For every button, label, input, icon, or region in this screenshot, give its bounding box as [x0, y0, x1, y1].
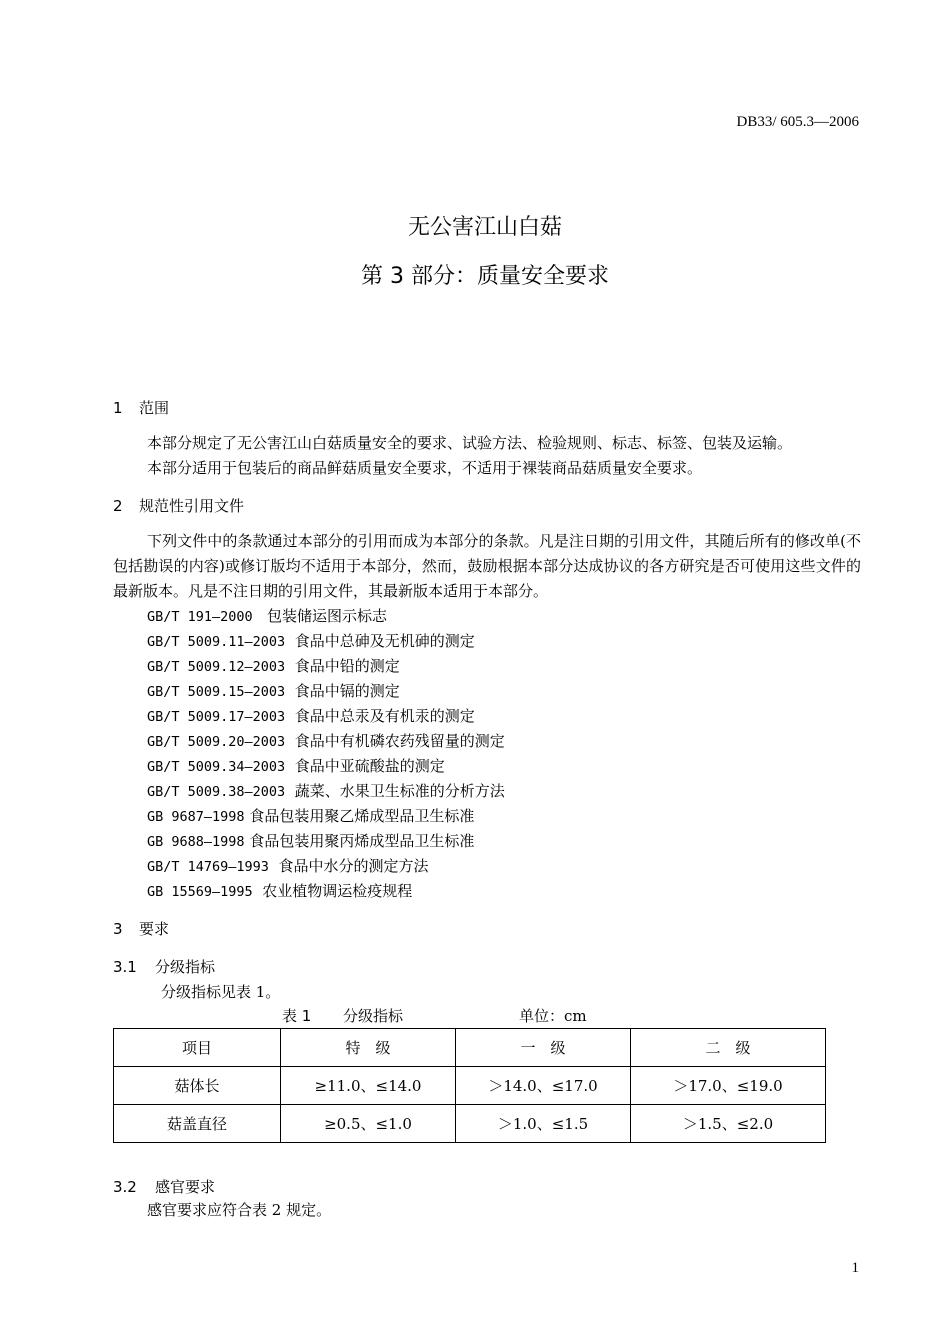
table-cell: ≥11.0、≤14.0: [281, 1067, 456, 1105]
reference-separator: [285, 682, 295, 700]
table-1-unit: 单位：cm: [519, 1007, 587, 1025]
table-header-cell: 一 级: [456, 1029, 631, 1067]
section-title: 范围: [139, 399, 170, 417]
reference-item: [147, 754, 505, 779]
reference-separator: [285, 707, 295, 725]
section-number: 3: [113, 920, 123, 938]
reference-code: GB/T 14769—1993: [147, 859, 269, 875]
reference-code: GB/T 5009.15—2003: [147, 684, 286, 700]
section-number: 3.2: [113, 1178, 137, 1196]
section-number: 1: [113, 399, 123, 417]
reference-separator: [253, 607, 267, 625]
reference-code: GB/T 5009.17—2003: [147, 709, 286, 725]
reference-item: [147, 829, 505, 854]
table-cell: ≥0.5、≤1.0: [281, 1105, 456, 1143]
reference-list: [147, 604, 505, 904]
table-header-row: [114, 1029, 826, 1067]
section-3-heading: [113, 918, 169, 939]
table-cell: ＞17.0、≤19.0: [631, 1067, 826, 1105]
reference-name: 蔬菜、水果卫生标准的分析方法: [294, 782, 505, 800]
reference-code: GB/T 5009.20—2003: [147, 734, 286, 750]
reference-name: 食品中铅的测定: [294, 657, 400, 675]
standard-code: DB33/ 605.3—2006: [736, 114, 859, 130]
section-number: 3.1: [113, 958, 137, 976]
table-1-name: 分级指标: [343, 1007, 404, 1025]
reference-separator: [285, 732, 295, 750]
table-cell: ＞1.0、≤1.5: [456, 1105, 631, 1143]
section-3-1-text: 分级指标见表 1。: [161, 983, 281, 1001]
reference-code: GB 9688—1998: [147, 834, 245, 850]
reference-name: 食品中镉的测定: [294, 682, 400, 700]
reference-item: [147, 679, 505, 704]
section-title: 规范性引用文件: [139, 497, 245, 515]
reference-code: GB/T 191—2000: [147, 609, 253, 625]
section-title: 分级指标: [155, 958, 216, 976]
section-3-2-text: 感官要求应符合表 2 规定。: [147, 1201, 332, 1219]
reference-item: [147, 804, 505, 829]
reference-name: 食品中亚硫酸盐的测定: [294, 757, 445, 775]
reference-separator: [285, 632, 295, 650]
section-3-2-heading: [113, 1176, 215, 1197]
reference-item: [147, 779, 505, 804]
section-3-1-heading: [113, 956, 215, 977]
reference-name: 食品中总砷及无机砷的测定: [294, 632, 475, 650]
reference-code: GB/T 5009.34—2003: [147, 759, 286, 775]
reference-item: [147, 879, 505, 904]
page-number: 1: [851, 1260, 859, 1276]
reference-name: 农业植物调运检疫规程: [262, 882, 413, 900]
document-title: 无公害江山白菇: [407, 215, 562, 240]
table-cell: ＞1.5、≤2.0: [631, 1105, 826, 1143]
table-cell: ＞14.0、≤17.0: [456, 1067, 631, 1105]
reference-separator: [253, 882, 263, 900]
section-title: 要求: [139, 920, 170, 938]
section-title: 感官要求: [155, 1178, 216, 1196]
reference-item: [147, 629, 505, 654]
reference-separator: [285, 757, 295, 775]
document-subtitle: 第 3 部分：质量安全要求: [361, 264, 609, 289]
reference-code: GB 9687—1998: [147, 809, 245, 825]
table-row: [114, 1105, 826, 1143]
section-2-intro: 下列文件中的条款通过本部分的引用而成为本部分的条款。凡是注日期的引用文件，其随后所有的修改单(不包括勘误的内容)或修订版均不适用于本部分，然而，鼓励根据本部分达成协议的各方研究是否可使用这些文件的最新版本。凡是不注日期的引用文件，其最新版本适用于本部分。: [113, 532, 861, 600]
reference-item: [147, 704, 505, 729]
grading-table: [113, 1028, 826, 1143]
reference-name: 食品包装用聚乙烯成型品卫生标准: [249, 807, 475, 825]
reference-item: [147, 729, 505, 754]
reference-code: GB 15569—1995: [147, 884, 253, 900]
reference-code: GB/T 5009.11—2003: [147, 634, 286, 650]
reference-item: [147, 604, 505, 629]
table-header-cell: 二 级: [631, 1029, 826, 1067]
section-number: 2: [113, 497, 123, 515]
section-1-paragraph-1: 本部分规定了无公害江山白菇质量安全的要求、试验方法、检验规则、标志、标签、包装及运输。: [147, 434, 793, 452]
reference-item: [147, 654, 505, 679]
table-cell: 菇盖直径: [114, 1105, 281, 1143]
reference-item: [147, 854, 505, 879]
reference-name: 食品包装用聚丙烯成型品卫生标准: [249, 832, 475, 850]
reference-name: 食品中水分的测定方法: [278, 857, 429, 875]
reference-code: GB/T 5009.38—2003: [147, 784, 286, 800]
reference-separator: [285, 657, 295, 675]
table-header-cell: 特 级: [281, 1029, 456, 1067]
table-cell: 菇体长: [114, 1067, 281, 1105]
reference-name: 食品中有机磷农药残留量的测定: [294, 732, 505, 750]
table-1-label: 表 1: [282, 1007, 312, 1025]
table-header-cell: 项目: [114, 1029, 281, 1067]
section-1-paragraph-2: 本部分适用于包装后的商品鲜菇质量安全要求，不适用于裸装商品菇质量安全要求。: [147, 459, 703, 477]
reference-name: 食品中总汞及有机汞的测定: [294, 707, 475, 725]
reference-separator: [285, 782, 295, 800]
table-row: [114, 1067, 826, 1105]
reference-code: GB/T 5009.12—2003: [147, 659, 286, 675]
section-1-heading: [113, 397, 169, 418]
section-2-heading: [113, 495, 244, 516]
reference-name: 包装储运图示标志: [266, 607, 387, 625]
